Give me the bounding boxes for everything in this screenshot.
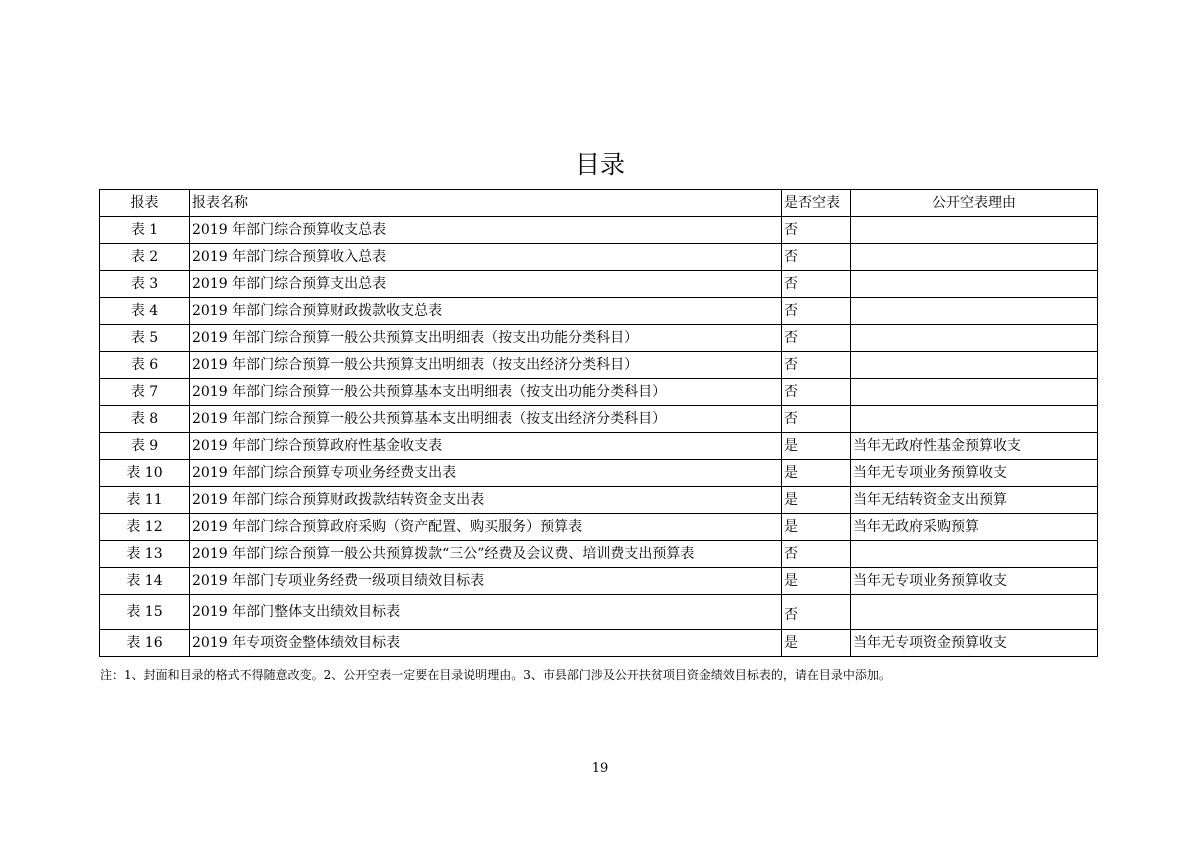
is-empty: 否 xyxy=(782,541,851,568)
table-row xyxy=(100,325,1098,352)
table-name: 2019 年部门综合预算支出总表 xyxy=(190,271,782,298)
table-no: 表 1 xyxy=(100,217,190,244)
table-row xyxy=(100,460,1098,487)
table-no: 表 2 xyxy=(100,244,190,271)
table-no: 表 15 xyxy=(100,595,190,630)
table-row xyxy=(100,379,1098,406)
table-name: 2019 年部门综合预算收支总表 xyxy=(190,217,782,244)
empty-reason xyxy=(851,379,1098,406)
is-empty: 否 xyxy=(782,325,851,352)
empty-reason xyxy=(851,595,1098,630)
table-row xyxy=(100,406,1098,433)
table-row xyxy=(100,271,1098,298)
empty-reason: 当年无专项业务预算收支 xyxy=(851,568,1098,595)
is-empty: 是 xyxy=(782,514,851,541)
empty-reason: 当年无政府性基金预算收支 xyxy=(851,433,1098,460)
table-no: 表 13 xyxy=(100,541,190,568)
table-row xyxy=(100,514,1098,541)
table-row xyxy=(100,595,1098,630)
empty-reason: 当年无专项业务预算收支 xyxy=(851,460,1098,487)
is-empty: 否 xyxy=(782,244,851,271)
table-no: 表 9 xyxy=(100,433,190,460)
empty-reason xyxy=(851,244,1098,271)
table-name: 2019 年部门综合预算收入总表 xyxy=(190,244,782,271)
is-empty: 否 xyxy=(782,271,851,298)
table-row xyxy=(100,568,1098,595)
is-empty: 是 xyxy=(782,433,851,460)
table-name: 2019 年部门综合预算财政拨款收支总表 xyxy=(190,298,782,325)
table-name: 2019 年部门综合预算财政拨款结转资金支出表 xyxy=(190,487,782,514)
is-empty: 是 xyxy=(782,630,851,657)
toc-table xyxy=(99,189,1098,657)
table-row xyxy=(100,630,1098,657)
table-name: 2019 年部门综合预算一般公共预算基本支出明细表（按支出经济分类科目） xyxy=(190,406,782,433)
footnote: 注：1、封面和目录的格式不得随意改变。2、公开空表一定要在目录说明理由。3、市县部门涉及公开扶贫项目资金绩效目标表的，请在目录中添加。 xyxy=(100,668,891,682)
table-no: 表 12 xyxy=(100,514,190,541)
table-name: 2019 年部门综合预算一般公共预算支出明细表（按支出功能分类科目） xyxy=(190,325,782,352)
empty-reason: 当年无结转资金支出预算 xyxy=(851,487,1098,514)
table-row xyxy=(100,298,1098,325)
table-name: 2019 年部门整体支出绩效目标表 xyxy=(190,595,782,630)
header-table-no: 报表 xyxy=(100,190,190,217)
page-number: 19 xyxy=(591,761,609,776)
empty-reason xyxy=(851,271,1098,298)
table-no: 表 3 xyxy=(100,271,190,298)
table-row xyxy=(100,244,1098,271)
empty-reason xyxy=(851,352,1098,379)
table-row xyxy=(100,352,1098,379)
table-no: 表 7 xyxy=(100,379,190,406)
empty-reason: 当年无政府采购预算 xyxy=(851,514,1098,541)
table-name: 2019 年部门综合预算一般公共预算支出明细表（按支出经济分类科目） xyxy=(190,352,782,379)
is-empty: 否 xyxy=(782,379,851,406)
is-empty: 否 xyxy=(782,298,851,325)
is-empty: 是 xyxy=(782,460,851,487)
table-no: 表 11 xyxy=(100,487,190,514)
is-empty: 否 xyxy=(782,352,851,379)
empty-reason xyxy=(851,325,1098,352)
table-no: 表 6 xyxy=(100,352,190,379)
empty-reason: 当年无专项资金预算收支 xyxy=(851,630,1098,657)
table-no: 表 16 xyxy=(100,630,190,657)
table-name: 2019 年部门综合预算一般公共预算基本支出明细表（按支出功能分类科目） xyxy=(190,379,782,406)
table-name: 2019 年部门专项业务经费一级项目绩效目标表 xyxy=(190,568,782,595)
is-empty: 是 xyxy=(782,568,851,595)
empty-reason xyxy=(851,217,1098,244)
table-name: 2019 年部门综合预算政府性基金收支表 xyxy=(190,433,782,460)
table-no: 表 8 xyxy=(100,406,190,433)
empty-reason xyxy=(851,298,1098,325)
is-empty: 是 xyxy=(782,487,851,514)
table-row xyxy=(100,217,1098,244)
table-row xyxy=(100,487,1098,514)
table-no: 表 10 xyxy=(100,460,190,487)
is-empty: 否 xyxy=(782,406,851,433)
table-no: 表 5 xyxy=(100,325,190,352)
table-row xyxy=(100,433,1098,460)
table-no: 表 14 xyxy=(100,568,190,595)
empty-reason xyxy=(851,541,1098,568)
table-no: 表 4 xyxy=(100,298,190,325)
header-empty-reason: 公开空表理由 xyxy=(851,190,1098,217)
table-name: 2019 年部门综合预算专项业务经费支出表 xyxy=(190,460,782,487)
is-empty: 否 xyxy=(782,217,851,244)
empty-reason xyxy=(851,406,1098,433)
table-name: 2019 年部门综合预算一般公共预算拨款“三公”经费及会议费、培训费支出预算表 xyxy=(190,541,782,568)
table-name: 2019 年部门综合预算政府采购（资产配置、购买服务）预算表 xyxy=(190,514,782,541)
table-header-row xyxy=(100,190,1098,217)
table-name: 2019 年专项资金整体绩效目标表 xyxy=(190,630,782,657)
is-empty: 否 xyxy=(782,595,851,630)
header-table-name: 报表名称 xyxy=(190,190,782,217)
header-is-empty: 是否空表 xyxy=(782,190,851,217)
table-row xyxy=(100,541,1098,568)
page-title: 目录 xyxy=(574,150,625,179)
